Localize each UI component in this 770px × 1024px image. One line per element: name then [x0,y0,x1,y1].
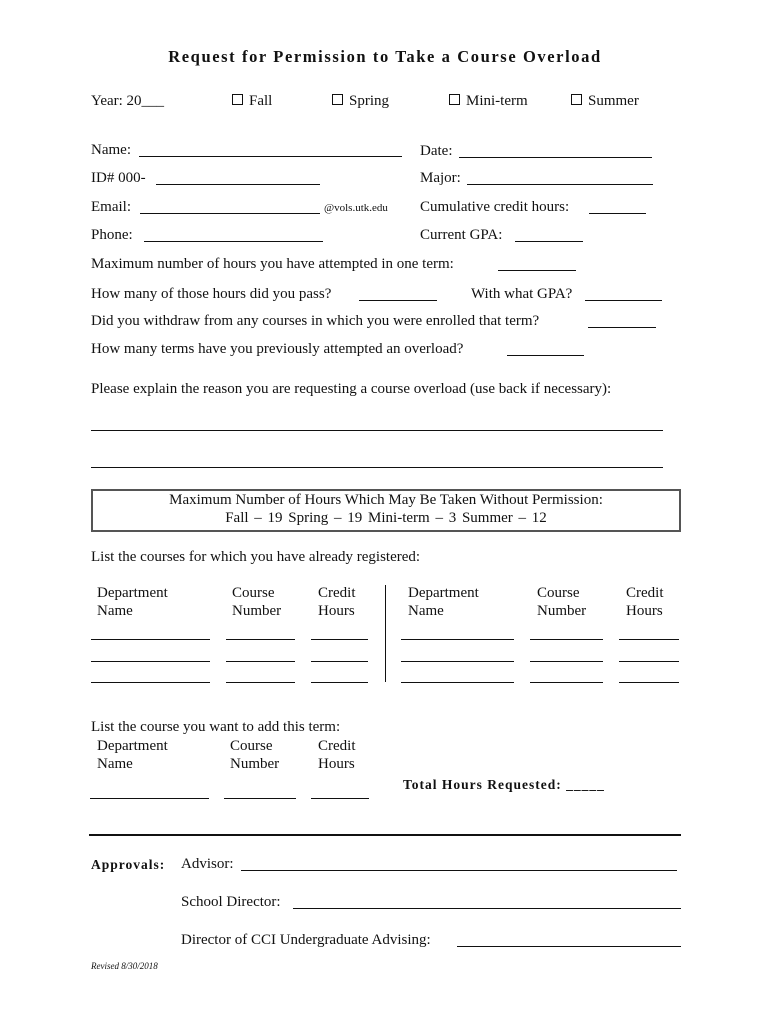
reg-right-course-3[interactable] [530,682,603,683]
add-col-credit-line1: Credit [318,738,356,754]
credit-hours-label: Cumulative credit hours: [420,199,570,215]
gpa-field[interactable] [515,241,583,242]
gpa-label: Current GPA: [420,227,503,243]
school-director-signature-field[interactable] [293,908,681,909]
email-domain: @vols.utk.edu [324,202,388,214]
col-credit-left-line1: Credit [318,585,356,601]
checkbox-summer[interactable] [571,94,582,105]
phone-field[interactable] [144,241,323,242]
passed-hours-field[interactable] [359,300,437,301]
reg-left-credit-2[interactable] [311,661,368,662]
max-hours-field[interactable] [498,270,576,271]
box-limits: Fall – 19 Spring – 19 Mini-term – 3 Summer – 12 [225,510,547,526]
reg-left-credit-1[interactable] [311,639,368,640]
registered-courses-label: List the courses for which you have already registered: [91,549,421,565]
add-col-department [97,737,168,773]
col-department-left-line1: Department [97,585,168,601]
previous-overload-field[interactable] [507,355,584,356]
total-hours-requested[interactable]: Total Hours Requested: _____ [403,777,605,792]
add-col-course [230,737,279,773]
gpa-term-question: With what GPA? [471,286,573,302]
col-department-left [97,584,168,620]
col-credit-left [318,584,356,620]
col-credit-right [626,584,664,620]
id-field[interactable] [156,184,320,185]
school-director-label: School Director: [181,894,281,910]
form-title: Request for Permission to Take a Course Overload [168,47,602,66]
term-spring-label: Spring [349,93,390,109]
name-label: Name: [91,142,131,158]
reg-left-course-3[interactable] [226,682,295,683]
col-credit-right-line1: Credit [626,585,664,601]
col-course-left [232,584,281,620]
year-field[interactable]: Year: 20___ [91,93,165,109]
col-course-right [537,584,586,620]
advisor-label: Advisor: [181,856,234,872]
add-col-credit [318,737,356,773]
col-department-right-line1: Department [408,585,479,601]
reg-right-credit-2[interactable] [619,661,679,662]
reg-left-course-1[interactable] [226,639,295,640]
withdraw-question: Did you withdraw from any courses in which you were enrolled that term? [91,313,540,329]
explain-line-1[interactable] [91,430,663,431]
email-label: Email: [91,199,131,215]
cci-director-label: Director of CCI Undergraduate Advising: [181,932,431,948]
approvals-label: Approvals: [91,857,166,872]
col-credit-left-line2: Hours [318,603,355,619]
col-course-left-line1: Course [232,585,275,601]
reg-left-credit-3[interactable] [311,682,368,683]
term-option-spring[interactable] [332,93,389,110]
gpa-term-field[interactable] [585,300,662,301]
id-label: ID# 000- [91,170,146,186]
col-department-left-line2: Name [97,603,133,619]
col-course-right-line2: Number [537,603,587,619]
add-course-field[interactable] [224,798,296,799]
term-fall-label: Fall [249,93,273,109]
major-field[interactable] [467,184,653,185]
explain-line-2[interactable] [91,467,663,468]
reg-left-dept-1[interactable] [91,639,210,640]
reg-left-dept-3[interactable] [91,682,210,683]
add-col-course-line2: Number [230,756,280,772]
name-field[interactable] [139,156,402,157]
add-col-course-line1: Course [230,738,273,754]
reg-right-credit-3[interactable] [619,682,679,683]
previous-overload-question: How many terms have you previously attempted an overload? [91,341,464,357]
add-credit-field[interactable] [311,798,369,799]
date-field[interactable] [459,157,652,158]
email-field[interactable] [140,213,320,214]
table-divider [385,585,386,682]
add-col-credit-line2: Hours [318,756,355,772]
credit-hours-field[interactable] [589,213,646,214]
reg-right-course-1[interactable] [530,639,603,640]
explain-label: Please explain the reason you are requesting a course overload (use back if necessary): [91,381,612,397]
term-miniterm-label: Mini-term [466,93,528,109]
withdraw-field[interactable] [588,327,656,328]
phone-label: Phone: [91,227,133,243]
col-department-right-line2: Name [408,603,444,619]
major-label: Major: [420,170,461,186]
col-course-left-line2: Number [232,603,282,619]
reg-left-course-2[interactable] [226,661,295,662]
add-course-label: List the course you want to add this term: [91,719,341,735]
reg-right-course-2[interactable] [530,661,603,662]
term-option-summer[interactable] [571,93,639,110]
cci-director-signature-field[interactable] [457,946,681,947]
checkbox-spring[interactable] [332,94,343,105]
term-summer-label: Summer [588,93,639,109]
advisor-signature-field[interactable] [241,870,677,871]
checkbox-miniterm[interactable] [449,94,460,105]
add-col-department-line1: Department [97,738,168,754]
max-hours-question: Maximum number of hours you have attempted in one term: [91,256,454,272]
passed-hours-question: How many of those hours did you pass? [91,286,332,302]
reg-right-dept-1[interactable] [401,639,514,640]
reg-right-credit-1[interactable] [619,639,679,640]
max-hours-info-box [91,489,681,532]
revision-date: Revised 8/30/2018 [91,961,158,971]
reg-right-dept-2[interactable] [401,661,514,662]
col-course-right-line1: Course [537,585,580,601]
col-department-right [408,584,479,620]
term-option-miniterm[interactable] [449,93,528,110]
section-separator [89,834,681,836]
term-option-fall[interactable] [232,93,272,110]
add-dept-field[interactable] [90,798,209,799]
checkbox-fall[interactable] [232,94,243,105]
reg-left-dept-2[interactable] [91,661,210,662]
col-credit-right-line2: Hours [626,603,663,619]
box-heading: Maximum Number of Hours Which May Be Taken Without Permission: [169,492,603,508]
reg-right-dept-3[interactable] [401,682,514,683]
date-label: Date: [420,143,453,159]
add-col-department-line2: Name [97,756,133,772]
